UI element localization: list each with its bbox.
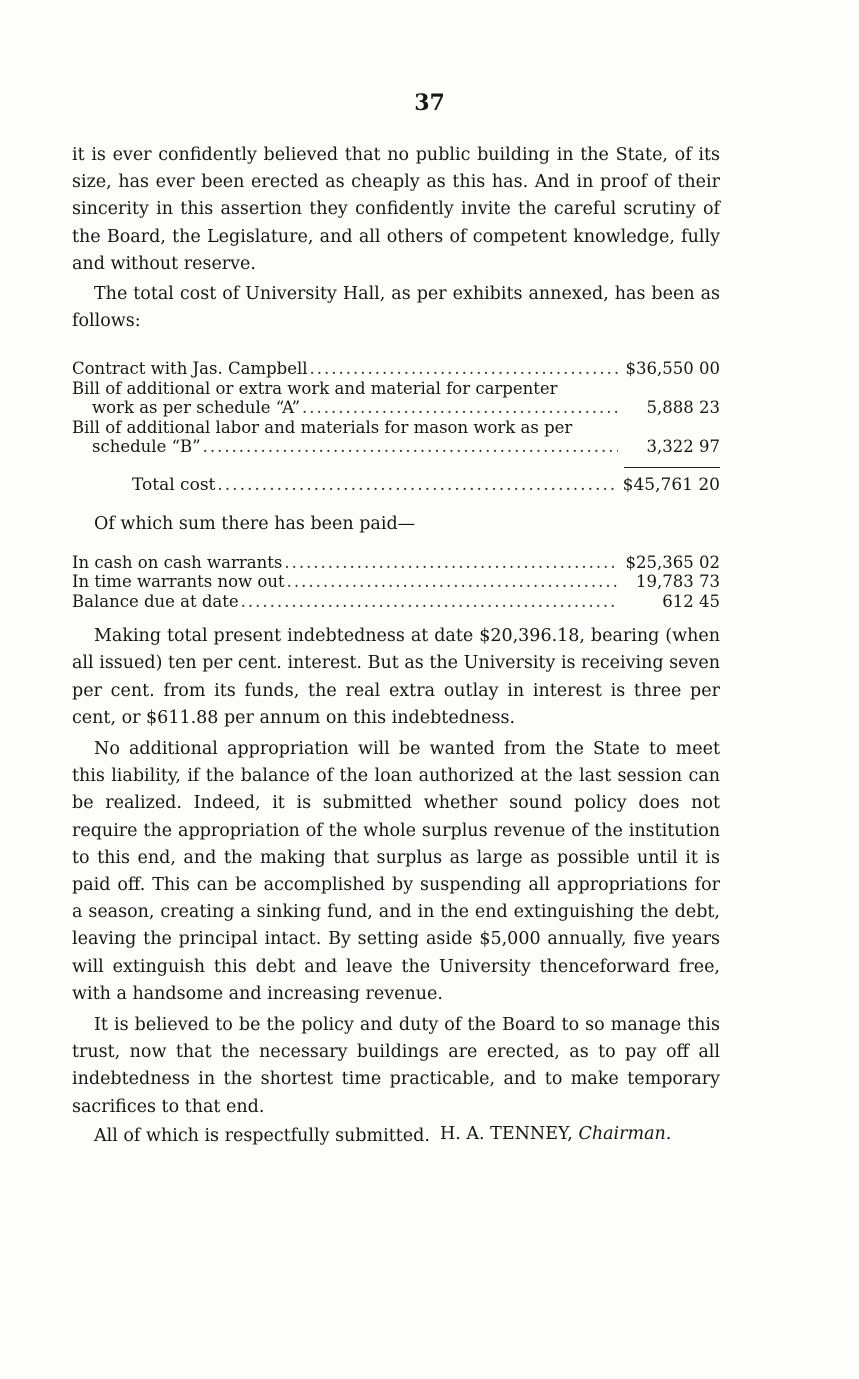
leader-dots [287, 572, 618, 592]
signature [440, 1124, 671, 1144]
page-number: 37 [414, 90, 445, 116]
payment-label: Balance due at date [72, 591, 239, 611]
payment-amount: 612 45 [662, 591, 720, 611]
leader-dots [284, 553, 618, 573]
leader-dots [241, 592, 618, 612]
payment-row-cash [72, 553, 720, 573]
paragraph-total-cost-intro: The total cost of University Hall, as per exhibits annexed, has been as follows: [72, 284, 720, 332]
sum-rule [624, 467, 720, 468]
paragraph-appropriation: No additional appropriation will be wanted from the State to meet this liability, if the balance of the loan authorized at the last session can be realized. Indeed, it is submitted whether sound policy does not require the appropriation of the whole surplus revenue of the institution to this end, and the making that surplus as large as possible until it is paid off. This can be accomplished by suspending all appropriations for a season, creating a sinking fund, and in the end extinguishing the debt, leaving the principal intact. By setting aside $5,000 annually, five years will extinguish this debt and leave the University thenceforward free, with a handsome and increasing revenue. [72, 738, 720, 1004]
cost-amount: 5,888 23 [646, 398, 720, 418]
payment-row-time [72, 572, 720, 592]
leader-dots [217, 476, 618, 496]
leader-dots [302, 398, 618, 418]
payment-label: In time warrants now out [72, 572, 285, 592]
payment-amount: 19,783 73 [636, 572, 720, 592]
signature-name: H. A. TENNEY, [440, 1124, 573, 1144]
payment-table [72, 553, 720, 612]
paragraph-indebtedness: Making total present indebtedness at date $20,396.18, bearing (when all issued) ten per cent. interest. But as the University is receiving seven per cent. from its funds, the real extra outlay in interest is three per cent, or $611.88 per annum on this indebtedness. [72, 626, 720, 728]
cost-row-carpenter-line1: Bill of additional or extra work and material for carpenter [72, 378, 558, 398]
total-amount: $45,761 20 [622, 474, 720, 495]
cost-row-contract [72, 359, 720, 379]
leader-dots [310, 359, 618, 379]
paragraph-closing: All of which is respectfully submitted. [94, 1125, 430, 1146]
cost-label: Contract with Jas. Campbell [72, 359, 308, 379]
cost-table [72, 359, 720, 495]
signature-title: Chairman. [578, 1124, 672, 1144]
cost-amount: $36,550 00 [625, 359, 720, 379]
cost-row-carpenter [72, 398, 720, 418]
payment-amount: $25,365 02 [625, 552, 720, 572]
cost-row-total [72, 476, 720, 496]
body-text [72, 142, 720, 1150]
cost-amount: 3,322 97 [646, 437, 720, 457]
paragraph-continuation: it is ever confidently believed that no public building in the State, of its size, has ever been erected as cheaply as this has. And in proof of their sincerity in this assertion they confidently invite the careful scrutiny of the Board, the Legislature, and all others of competent knowledge, fully and without reserve. [72, 145, 720, 274]
cost-label: schedule “B” [92, 437, 201, 457]
paragraph-policy: It is believed to be the policy and duty of the Board to so manage this trust, now that the necessary buildings are erected, as to pay off all indebtedness in the shortest time practicable, and to make temporary sacrifices to that end. [72, 1014, 720, 1117]
paragraph-paid-intro: Of which sum there has been paid— [94, 514, 416, 535]
leader-dots [203, 437, 618, 457]
cost-row-mason-line1: Bill of additional labor and materials for mason work as per [72, 417, 573, 437]
payment-row-balance [72, 592, 720, 612]
cost-label: work as per schedule “A” [92, 398, 301, 418]
cost-row-mason [72, 437, 720, 457]
payment-label: In cash on cash warrants [72, 552, 283, 572]
total-label: Total cost [132, 474, 216, 495]
